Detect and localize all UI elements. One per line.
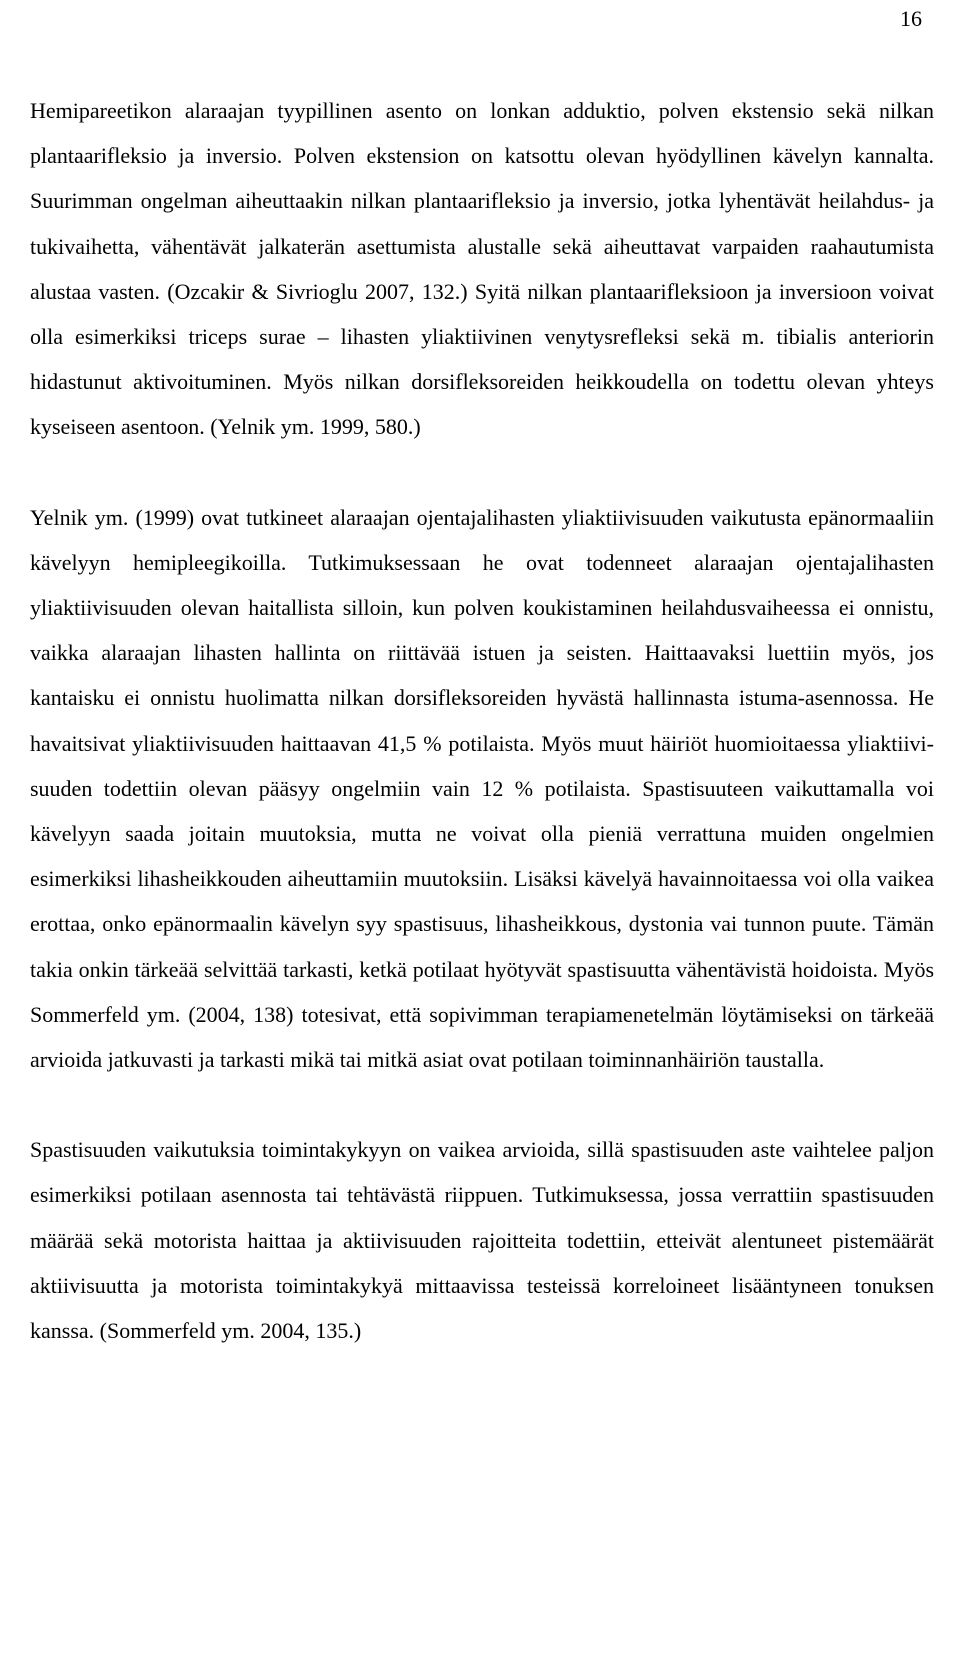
paragraph-hemiparetic-posture: Hemipareetikon alaraajan tyypillinen asento on lonkan adduktio, polven ekstensio sekä nilkan plantaarifleksio ja inversio. Polven ekstension on katsottu olevan hyödyllinen kävelyn kannalta. Suurimman ongelman aiheuttaakin nilkan plantaarifleksio ja inversio, jotka lyhentävät heilahdus- ja tukivaihetta, vähentävät jalkaterän asettumista alustalle sekä aiheuttavat varpaiden raahautumista alustaa vasten. (Ozcakir & Sivrioglu 2007, 132.) Syitä nilkan plantaarifleksioon ja inversioon voivat olla esimerkiksi triceps surae – lihasten yliaktiivinen venytysrefleksi sekä m. tibialis anteriorin hidastunut aktivoituminen. Myös nilkan dorsifleksoreiden heikkoudella on todettu olevan yhteys kyseiseen asentoon. (Yelnik ym. 1999, 580.) <box>30 98 934 440</box>
paragraph-spasticity-function: Spastisuuden vaikutuksia toimintakykyyn on vaikea arvioida, sillä spastisuuden aste vaihtelee paljon esimerkiksi potilaan asennosta tai tehtävästä riippuen. Tutkimuksessa, jossa verrattiin spastisuuden määrää sekä motorista haittaa ja aktiivisuuden rajoitteita todettiin, etteivät alentuneet pistemäärät aktiivisuutta ja motorista toimintakykyä mittaavissa testeissä korreloineet lisääntyneen tonuksen kanssa. (Sommerfeld ym. 2004, 135.) <box>30 1137 934 1344</box>
page-number: 16 <box>900 6 922 31</box>
document-body <box>30 88 934 1353</box>
paragraph-extensor-overactivity: Yelnik ym. (1999) ovat tutkineet alaraajan ojentajalihasten yliaktiivisuuden vaikutusta epänormaaliin kävelyyn hemipleegikoilla. Tutkimuksessaan he ovat todenneet alaraajan ojentajalihasten yliaktiivisuuden olevan haitallista silloin, kun polven koukistaminen heilahdusvaiheessa ei onnistu, vaikka alaraajan lihasten hallinta on riittävää istuen ja seisten. Haittaavaksi luettiin myös, jos kantaisku ei onnistu huolimatta nilkan dorsifleksoreiden hyvästä hallinnasta istuma-asennossa. He havaitsivat yliaktiivisuuden haittaavan 41,5 % potilaista. Myös muut häiriöt huomioitaessa yliaktiivisuuden todettiin olevan pääsyy ongelmiin vain 12 % potilaista. Spastisuuteen vaikuttamalla voi kävelyyn saada joitain muutoksia, mutta ne voivat olla pieniä verrattuna muiden ongelmien esimerkiksi lihasheikkouden aiheuttamiin muutoksiin. Lisäksi kävelyä havainnoitaessa voi olla vaikea erottaa, onko epänormaalin kävelyn syy spastisuus, lihasheikkous, dystonia vai tunnon puute. Tämän takia onkin tärkeää selvittää tarkasti, ketkä potilaat hyötyvät spastisuutta vähentävistä hoidoista. Myös Sommerfeld ym. (2004, 138) totesivat, että sopivimman terapiamenetelmän löytämiseksi on tärkeää arvioida jatkuvasti ja tarkasti mikä tai mitkä asiat ovat potilaan toiminnanhäiriön taustalla. <box>30 504 934 1073</box>
